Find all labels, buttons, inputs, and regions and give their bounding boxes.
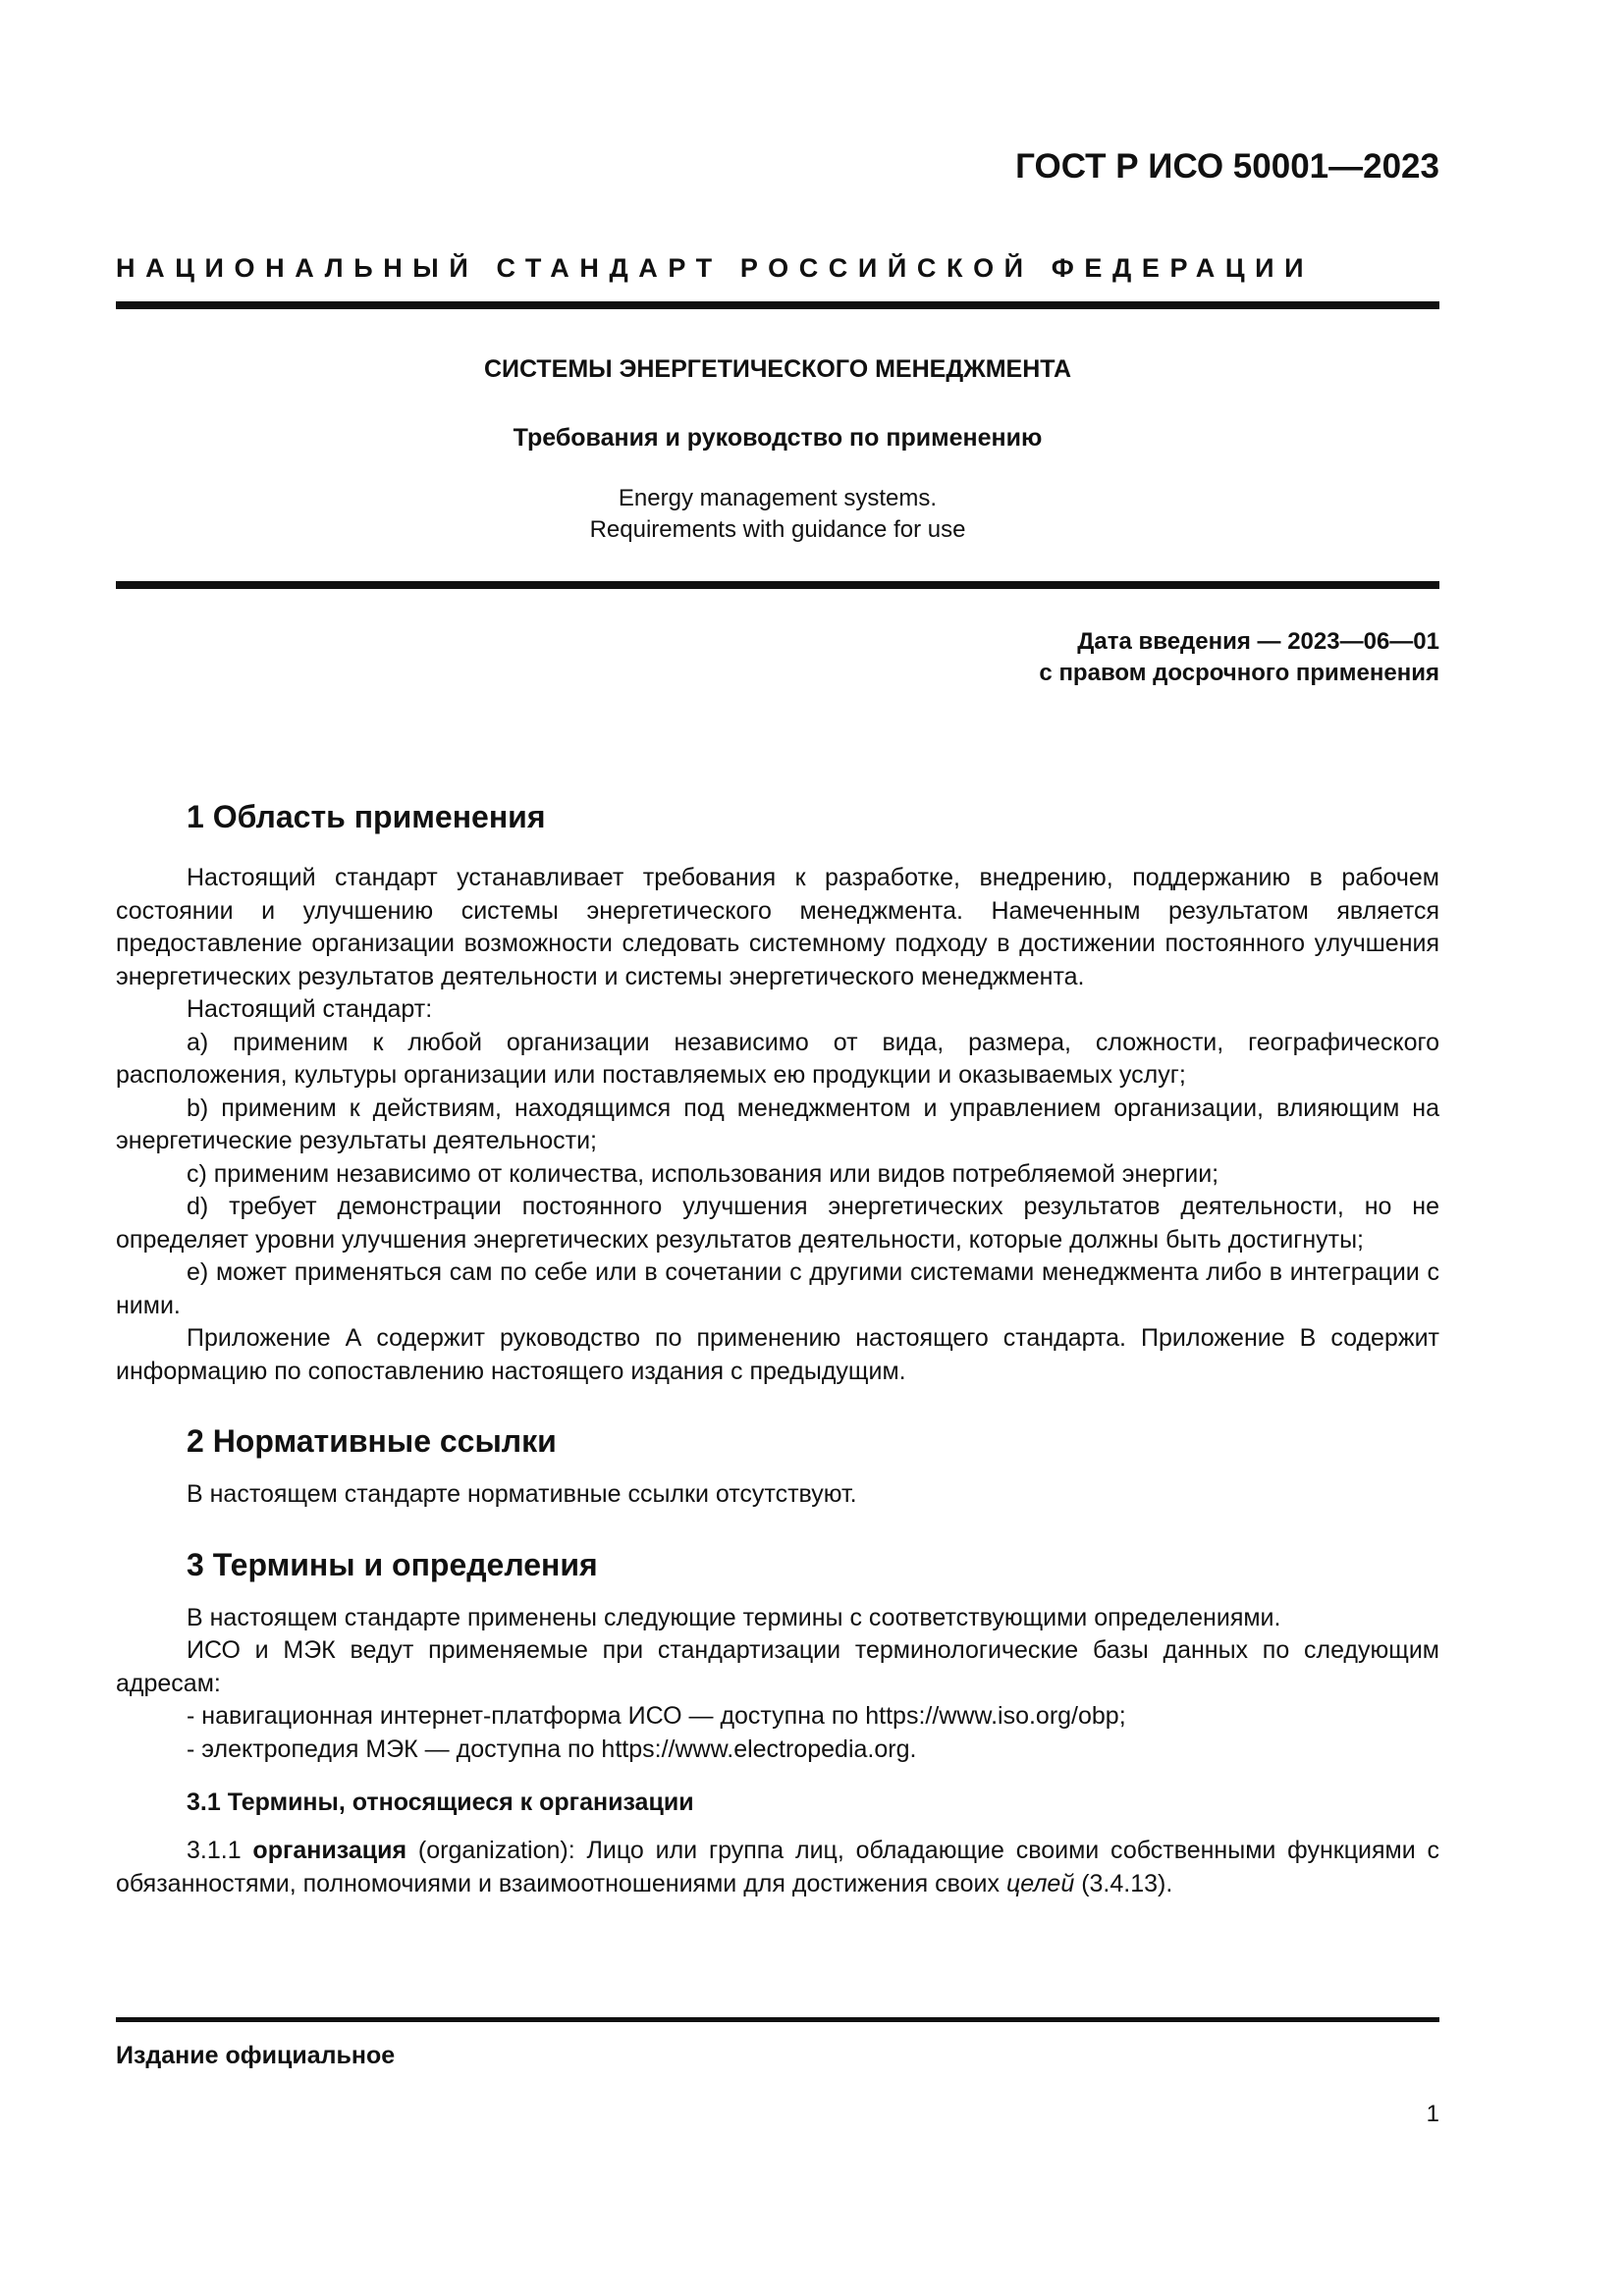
official-edition-label: Издание официальное: [116, 2042, 396, 2069]
term-number: 3.1.1: [187, 1837, 242, 1864]
term-word: организация: [252, 1837, 407, 1864]
document-body: [116, 797, 1439, 1900]
list-item-b: b) применим к действиям, находящимся под менеджментом и управлением организации, влияющим на энергетические результаты деятельности;: [116, 1094, 1439, 1154]
section-3-paragraph: ИСО и МЭК ведут применяемые при стандартизации терминологические базы данных по следующим адресам:: [116, 1636, 1439, 1697]
list-item-iec-link: - электропедия МЭК — доступна по https://www.electropedia.org.: [187, 1735, 917, 1763]
term-definition: [116, 1835, 1439, 1900]
list-item-e: e) может применяться сам по себе или в сочетании с другими системами менеджмента либо в интеграции с ними.: [116, 1258, 1439, 1319]
annex-paragraph: Приложение А содержит руководство по применению настоящего стандарта. Приложение В содержит информацию по сопоставлению настоящего издания с предыдущим.: [116, 1324, 1439, 1385]
list-item-a: a) применим к любой организации независимо от вида, размера, сложности, географического расположения, культуры организации или поставляемых ею продукции и оказываемых услуг;: [116, 1028, 1439, 1089]
term-text: (organization): Лицо или группа лиц, обладающие своими собственными функциями с обязанностями, полномочиями и взаимоотношениями для достижения своих: [116, 1837, 1439, 1897]
subsection-3-1-heading: 3.1 Термины, относящиеся к организации: [187, 1789, 694, 1816]
top-divider: [116, 301, 1439, 309]
introduction-date-line: Дата введения — 2023—06—01: [1077, 628, 1439, 655]
title-divider: [116, 581, 1439, 589]
early-application-line: с правом досрочного применения: [1039, 660, 1439, 686]
document-number: ГОСТ Р ИСО 50001—2023: [1015, 147, 1439, 186]
footer-divider: [116, 2017, 1439, 2022]
standard-subtitle: Требования и руководство по применению: [513, 424, 1043, 452]
standard-title: СИСТЕМЫ ЭНЕРГЕТИЧЕСКОГО МЕНЕДЖМЕНТА: [483, 355, 1072, 383]
introduction-date: [1039, 626, 1439, 689]
national-standard-title: НАЦИОНАЛЬНЫЙ СТАНДАРТ РОССИЙСКОЙ ФЕДЕРАЦИИ: [116, 253, 1315, 283]
term-reference: (3.4.13).: [1081, 1869, 1173, 1897]
section-3-heading: 3 Термины и определения: [187, 1546, 598, 1582]
page-number: 1: [1426, 2101, 1439, 2127]
list-item-iso-link: - навигационная интернет-платформа ИСО — доступна по https://www.iso.org/obp;: [187, 1702, 1126, 1730]
section-1-paragraph: Настоящий стандарт устанавливает требования к разработке, внедрению, поддержанию в рабочем состоянии и улучшению системы энергетического менеджмента. Намеченным результатом является предоставление организации возможности следовать системному подходу в достижении постоянного улучшения энергетических результатов деятельности и системы энергетического менеджмента.: [116, 864, 1439, 990]
section-1-paragraph: Настоящий стандарт:: [187, 995, 433, 1023]
english-title-line2: Requirements with guidance for use: [589, 516, 966, 543]
list-item-d: d) требует демонстрации постоянного улучшения энергетических результатов деятельности, но не определяет уровни улучшения энергетических результатов деятельности, которые должны быть достигнуты;: [116, 1193, 1439, 1254]
section-2-paragraph: В настоящем стандарте нормативные ссылки отсутствуют.: [187, 1480, 857, 1508]
term-italic-word: целей: [1005, 1869, 1075, 1897]
section-1-heading: 1 Область применения: [187, 799, 546, 834]
section-3-paragraph: В настоящем стандарте применены следующие термины с соответствующими определениями.: [187, 1603, 1281, 1631]
english-title-line1: Energy management systems.: [618, 485, 938, 511]
section-2-heading: 2 Нормативные ссылки: [187, 1423, 557, 1459]
list-item-c: c) применим независимо от количества, использования или видов потребляемой энергии;: [187, 1159, 1219, 1188]
english-title: [116, 483, 1439, 546]
